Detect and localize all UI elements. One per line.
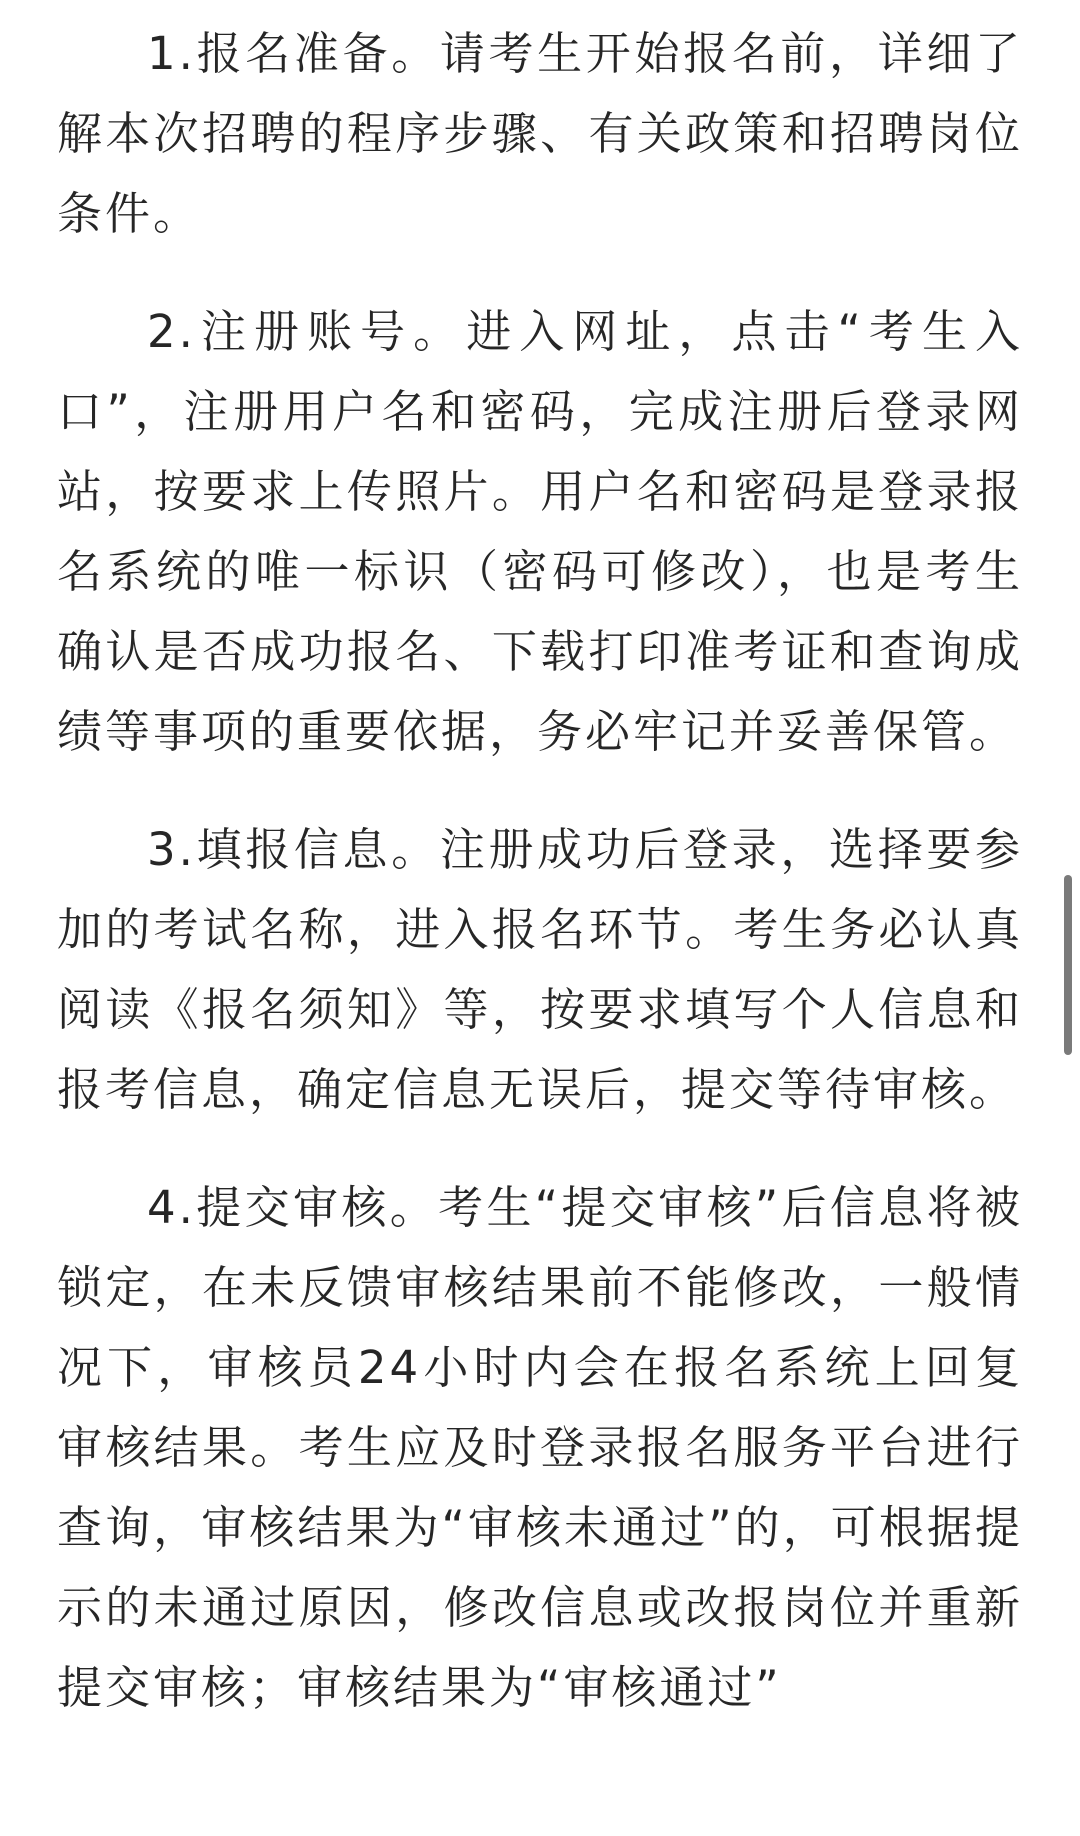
paragraph-fill-info: 3.填报信息。注册成功后登录，选择要参加的考试名称，进入报名环节。考生务必认真阅读《报名须知》等，按要求填写个人信息和报考信息，确定信息无误后，提交等待审核。	[57, 823, 1023, 1116]
vertical-scrollbar-thumb[interactable]	[1064, 875, 1072, 1055]
paragraph-register-account: 2.注册账号。进入网址，点击“考生入口”，注册用户名和密码，完成注册后登录网站，按要求上传照片。用户名和密码是登录报名系统的唯一标识（密码可修改），也是考生确认是否成功报名、下载打印准考证和查询成绩等事项的重要依据，务必牢记并妥善保管。	[57, 305, 1023, 758]
paragraph-registration-prep: 1.报名准备。请考生开始报名前，详细了解本次招聘的程序步骤、有关政策和招聘岗位条件。	[57, 27, 1023, 240]
paragraph-submit-review: 4.提交审核。考生“提交审核”后信息将被锁定，在未反馈审核结果前不能修改，一般情况下，审核员24小时内会在报名系统上回复审核结果。考生应及时登录报名服务平台进行查询，审核结果为“审核未通过”的，可根据提示的未通过原因，修改信息或改报岗位并重新提交审核；审核结果为“审核通过”	[57, 1181, 1023, 1714]
article-body	[57, 14, 1023, 1766]
